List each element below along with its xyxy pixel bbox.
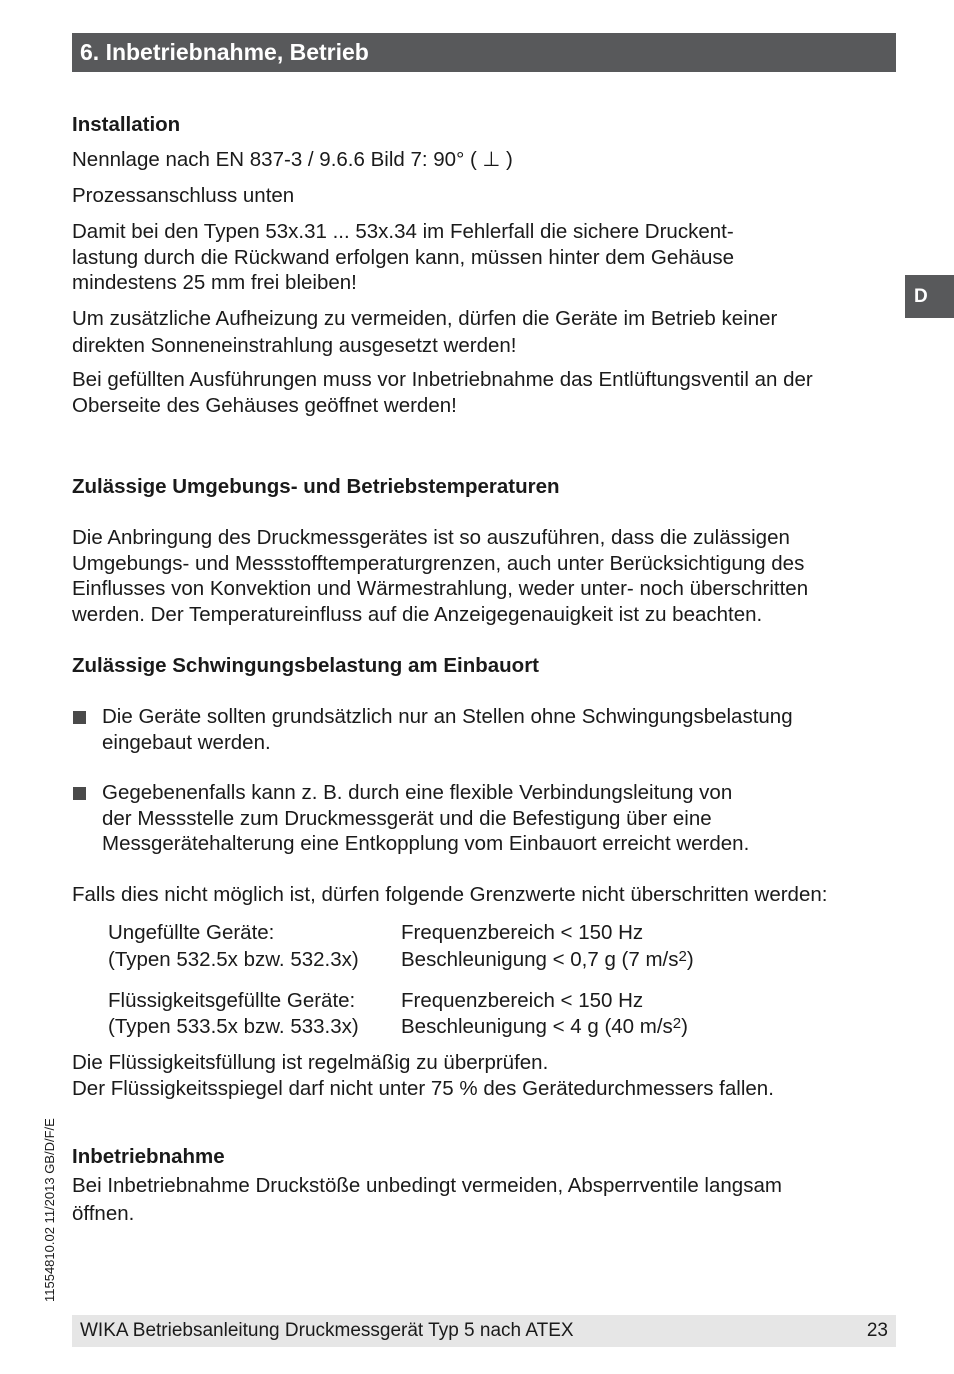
list-item-text — [102, 780, 892, 857]
limits-label: Ungefüllte Geräte: — [108, 921, 275, 944]
limits-intro: Falls dies nicht möglich ist, dürfen folgende Grenzwerte nicht überschritten werden: — [72, 883, 828, 906]
square-bullet-icon — [73, 711, 86, 724]
filling-check-paragraph — [72, 1050, 897, 1101]
document-code: 11554810.02 11/2013 GB/D/F/E — [42, 1118, 57, 1302]
text-line: Damit bei den Typen 53x.31 ... 53x.34 im Fehlerfall die sichere Druckent- — [72, 220, 734, 243]
limits-label: (Typen 532.5x bzw. 532.3x) — [108, 948, 359, 971]
text-line: Um zusätzliche Aufheizung zu vermeiden, dürfen die Geräte im Betrieb keiner — [72, 307, 778, 330]
installation-paragraph-4 — [72, 306, 897, 358]
superscript: 2 — [678, 948, 687, 965]
text-line: Umgebungs- und Messstofftemperaturgrenzen, auch unter Berücksichtigung des — [72, 551, 805, 575]
text-line: Die Geräte sollten grundsätzlich nur an Stellen ohne Schwingungsbelastung — [102, 705, 793, 728]
language-tab: D — [905, 275, 954, 318]
footer-title: WIKA Betriebsanleitung Druckmessgerät Typ 5 nach ATEX — [80, 1320, 574, 1341]
text-line: Die Anbringung des Druckmessgerätes ist so auszuführen, dass die zulässigen — [72, 526, 790, 549]
text-line: Der Flüssigkeitsspiegel darf nicht unter 75 % des Gerätedurchmessers fallen. — [72, 1076, 774, 1100]
text-line: der Messstelle zum Druckmessgerät und die Befestigung über eine — [102, 806, 712, 830]
limits-label: (Typen 533.5x bzw. 533.3x) — [108, 1015, 359, 1038]
square-bullet-icon — [73, 787, 86, 800]
limits-value: Frequenzbereich < 150 Hz — [401, 989, 644, 1012]
section-header: 6. Inbetriebnahme, Betrieb — [72, 33, 896, 72]
text-line: eingebaut werden. — [102, 730, 271, 754]
text-line: Oberseite des Gehäuses geöffnet werden! — [72, 393, 457, 417]
text-line: Bei Inbetriebnahme Druckstöße unbedingt vermeiden, Absperrventile langsam — [72, 1174, 782, 1197]
value-text: ) — [686, 948, 694, 971]
value-text: Beschleunigung < 0,7 g (7 m/s — [401, 948, 679, 971]
commissioning-heading: Inbetriebnahme — [72, 1145, 225, 1168]
text-line: Die Flüssigkeitsfüllung ist regelmäßig zu überprüfen. — [72, 1051, 549, 1074]
temperature-paragraph — [72, 525, 897, 627]
temperature-heading: Zulässige Umgebungs- und Betriebstemperaturen — [72, 475, 560, 498]
installation-paragraph-2: Prozessanschluss unten — [72, 184, 295, 207]
text-line: Bei gefüllten Ausführungen muss vor Inbetriebnahme das Entlüftungsventil an der — [72, 368, 813, 391]
vibration-heading: Zulässige Schwingungsbelastung am Einbauort — [72, 654, 540, 677]
text-line: Messgerätehalterung eine Entkopplung vom Einbauort erreicht werden. — [102, 832, 750, 855]
limits-value — [401, 947, 694, 973]
value-text: Beschleunigung < 4 g (40 m/s — [401, 1015, 673, 1038]
text-line: direkten Sonneneinstrahlung ausgesetzt werden! — [72, 333, 517, 357]
text-line: öffnen. — [72, 1201, 135, 1225]
commissioning-paragraph — [72, 1173, 897, 1226]
limits-value: Frequenzbereich < 150 Hz — [401, 921, 644, 944]
page-footer — [72, 1315, 896, 1347]
text-line: Gegebenenfalls kann z. B. durch eine flexible Verbindungsleitung von — [102, 781, 733, 804]
text-line: mindestens 25 mm frei bleiben! — [72, 271, 357, 294]
installation-paragraph-3 — [72, 219, 897, 296]
text-line: lastung durch die Rückwand erfolgen kann, müssen hinter dem Gehäuse — [72, 245, 735, 269]
limits-label: Flüssigkeitsgefüllte Geräte: — [108, 989, 356, 1012]
value-text: ) — [681, 1015, 688, 1038]
superscript: 2 — [672, 1015, 682, 1032]
installation-paragraph-5 — [72, 367, 897, 418]
text-line: werden. Der Temperatureinfluss auf die Anzeigegenauigkeit ist zu beachten. — [72, 602, 763, 626]
text-line: Einflusses von Konvektion und Wärmestrahlung, weder unter- noch überschritten — [72, 577, 809, 600]
list-item-text — [102, 704, 892, 755]
installation-heading: Installation — [72, 113, 181, 136]
page-number: 23 — [866, 1320, 888, 1341]
limits-value — [401, 1014, 688, 1040]
installation-paragraph-1: Nennlage nach EN 837-3 / 9.6.6 Bild 7: 90° ( ⊥ ) — [72, 148, 513, 171]
